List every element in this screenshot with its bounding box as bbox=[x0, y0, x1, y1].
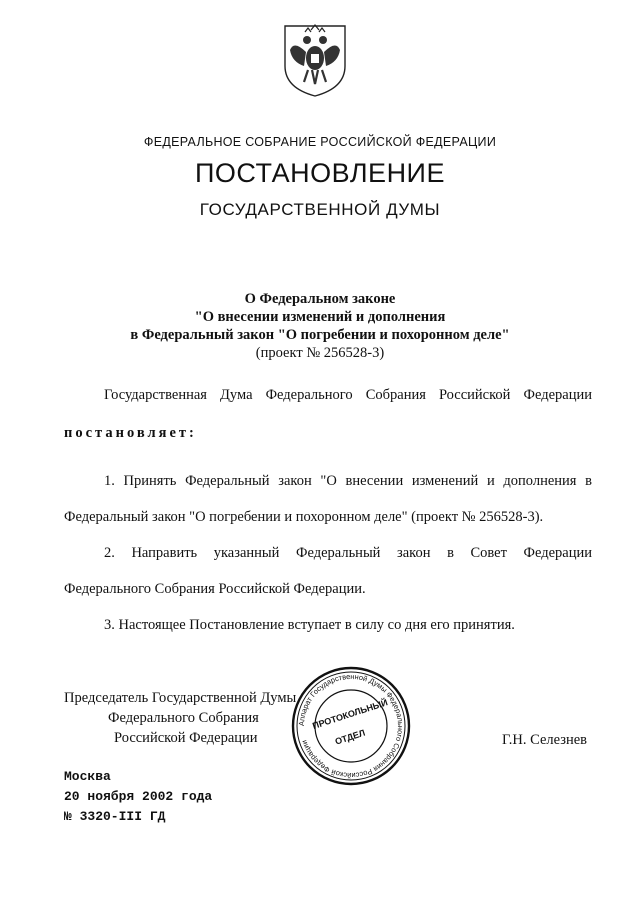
seal-ring-text: Аппарат Государственной Думы Федерального Собрания Российской Федерации bbox=[296, 671, 406, 781]
heading-line-1: О Федеральном законе bbox=[244, 291, 396, 307]
item-3: 3. Настоящее Постановление вступает в силу со дня его принятия. bbox=[104, 617, 515, 633]
city: Москва bbox=[64, 769, 111, 784]
position-line-2: Федерального Собрания bbox=[108, 710, 259, 726]
resolution-heading bbox=[0, 290, 640, 362]
document-number: № 3320-III ГД bbox=[64, 809, 166, 824]
double-headed-eagle-emblem-icon bbox=[282, 22, 348, 98]
seal-center-top: ПРОТОКОЛЬНЫЙ bbox=[311, 697, 389, 732]
document-subtitle: ГОСУДАРСТВЕННОЙ ДУМЫ bbox=[199, 200, 441, 219]
signatory-position bbox=[64, 688, 296, 748]
heading-line-3: в Федеральный закон "О погребении и похоронном деле" bbox=[130, 327, 510, 343]
item-2-line-1: 2. Направить указанный Федеральный закон в Совет Федерации bbox=[104, 545, 592, 561]
intro-paragraph: Государственная Дума Федерального Собрания Российской Федерации bbox=[104, 387, 592, 403]
position-line-3: Российской Федерации bbox=[114, 730, 258, 746]
decides-word: постановляет: bbox=[64, 425, 197, 441]
item-1-line-1: 1. Принять Федеральный закон "О внесении изменений и дополнения в bbox=[104, 473, 592, 489]
item-1-line-2: Федеральный закон "О погребении и похоронном деле" (проект № 256528-3). bbox=[64, 509, 544, 525]
date: 20 ноября 2002 года bbox=[64, 789, 213, 804]
document-footer bbox=[64, 767, 212, 827]
heading-line-4: (проект № 256528-3) bbox=[255, 345, 385, 361]
signatory-name: Г.Н. Селезнев bbox=[502, 732, 587, 748]
state-emblem-icon bbox=[282, 22, 348, 98]
seal-center-bottom: ОТДЕЛ bbox=[333, 727, 367, 747]
position-line-1: Председатель Государственной Думы bbox=[64, 690, 297, 706]
document-title: ПОСТАНОВЛЕНИЕ bbox=[195, 158, 445, 188]
heading-line-2: "О внесении изменений и дополнения bbox=[194, 309, 446, 325]
round-seal-stamp bbox=[290, 665, 412, 787]
assembly-name: ФЕДЕРАЛЬНОЕ СОБРАНИЕ РОССИЙСКОЙ ФЕДЕРАЦИИ bbox=[143, 135, 497, 149]
item-2-line-2: Федерального Собрания Российской Федерации. bbox=[64, 581, 366, 597]
